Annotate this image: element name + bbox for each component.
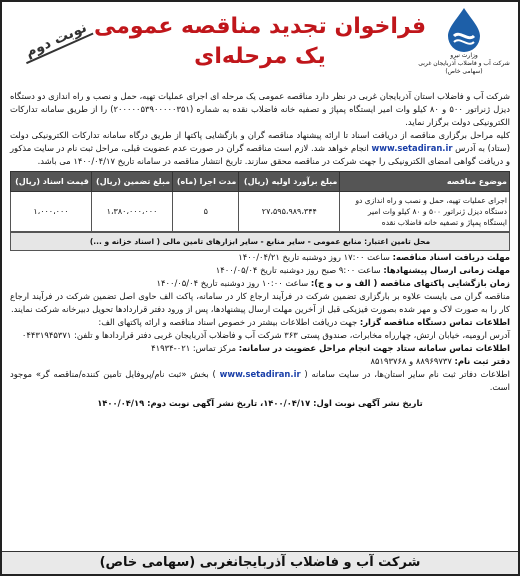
header-doc-price: قیمت اسناد (ریال) [11,172,92,192]
doc-deadline-value: ساعت ۱۷:۰۰ روز دوشنبه تاریخ ۱۴۰۰/۰۴/۲۱ [238,252,390,262]
registry-note-text-2: ) بخش «ثبت نام/پروفایل تامین کننده/مناقصه گر» موجود است. [10,369,510,392]
company-footer: شرکت آب و فاضلاب آذربایجانغربی (سهامی خاص) [2,551,518,574]
registry-note-text-1: اطلاعات دفاتر ثبت نام سایر استان‌ها، در سایت سامانه ( [304,369,510,379]
title-line-2: یک مرحله‌ای [194,44,326,69]
notice-body [2,90,518,410]
header-guarantee: مبلغ تضمین (ریال) [91,172,172,192]
opening-time [10,277,510,290]
cell-estimate: ۲۷،۵۹۵،۹۸۹،۳۴۴ [239,192,340,232]
logo-caption-1: وزارت نیرو [450,52,478,59]
guarantee-note: مناقصه گران می بایست علاوه بر بارگزاری تضمین شرکت در فرآیند ارجاع کار در سامانه، پاکت الف حاوی اصل تضمین شرکت در فرآیند ارجاع کار را به صورت لاک و مهر شده بصورت فیزیکی قبل از آخرین مهلت ارسال پیشنهادها، پس از ورود دفتر قراردادها تحویل دبیرخانه شرکت نمایند. [10,291,510,314]
header-duration: مدت اجرا (ماه) [173,172,239,192]
registry-label: دفتر ثبت نام: [454,356,510,366]
org-contact-label: اطلاعات تماس دستگاه مناقصه گزار: [359,317,510,327]
submit-deadline-value: ساعت ۹:۰۰ صبح روز دوشنبه تاریخ ۱۴۰۰/۰۵/۰۴ [215,265,381,275]
cell-duration: ۵ [173,192,239,232]
registry-note [10,368,510,394]
org-contact-value: جهت دریافت اطلاعات بیشتر در خصوص اسناد مناقصه و ارائه پاکتهای الف: [98,317,358,327]
registry-value: ۸۸۹۶۹۷۳۷ و ۸۵۱۹۳۷۶۸ [370,356,452,366]
round-stamp: نوبت دوم [20,18,94,64]
submit-deadline [10,264,510,277]
intro-paragraph: شرکت آب و فاضلاب استان آذربایجان غربی در نظر دارد مناقصه عمومی یک مرحله ای اجرای عملیات تهیه، حمل و نصب و راه اندازی دو دستگاه دیزل ژنراتور ۵۰۰ و ۸۰ کیلو وات امیر ایستگاه پمپاژ و تصفیه خانه فاضلاب نقده به شماره (۲۰۰۰۰۰۵۳۹۰۰۰۰۰۳۵۱) را از طریق سامانه تدارکات الکترونیکی دولت برگزار نماید. [10,91,510,127]
publish-dates: تاریخ نشر آگهی نوبت اول: ۱۴۰۰/۰۴/۱۷، تاریخ نشر آگهی نوبت دوم: ۱۴۰۰/۰۴/۱۹ [97,398,423,408]
title-line-1: فراخوان تجدید مناقصه عمومی [93,14,427,39]
submit-deadline-label: مهلت زمانی ارسال پیشنهادها: [383,265,510,275]
doc-deadline-label: مهلت دریافت اسناد مناقصه: [392,252,510,262]
process-paragraph [10,129,510,168]
process-text-2: انجام خواهد شد. لازم است مناقصه گران در صورت عدم عضویت قبلی، مراحل ثبت نام در سایت مذکور و دریافت گواهی امضای الکترونیکی را جهت شرکت در مناقصه محقق سازند. تاریخ انتشار مناقصه در سامانه تاریخ ۱۴۰۰/۰۴/۱۷ می باشد. [9,143,510,166]
funding-source: محل تامین اعتبار: منابع عمومی - سایر منابع - سایر ابزارهای تامین مالی ( اسناد خزانه و ...) [10,232,510,251]
setad-contact [10,342,510,355]
tender-table [10,171,510,232]
org-contact [10,316,510,329]
header [2,2,518,90]
setad-contact-label: اطلاعات تماس سامانه ستاد جهت انجام مراحل عضویت در سامانه: [238,343,510,353]
doc-deadline [10,251,510,264]
logo-caption-2: شرکت آب و فاضلاب آذربایجان غربی (سهامی خاص) [418,60,510,75]
header-subject: موضوع مناقصه [340,172,510,192]
cell-doc-price: ۱،۰۰۰،۰۰۰ [11,192,92,232]
process-text-1: کلیه مراحل برگزاری مناقصه از دریافت اسناد تا ارائه پیشنهاد مناقصه گران و بازگشایی پاکتها از طریق درگاه سامانه تدارکات الکترونیکی دولت (ستاد) به آدرس [10,130,510,153]
table-row [11,192,510,232]
header-estimate: مبلغ برآورد اولیه (ریال) [239,172,340,192]
registry-office [10,355,510,368]
cell-guarantee: ۱،۳۸۰،۰۰۰،۰۰۰ [91,192,172,232]
table-header-row [11,172,510,192]
org-address: آدرس ارومیه، خیابان ارتش، چهارراه مخابرات، صندوق پستی ۳۶۳ شرکت آب و فاضلاب آذربایجان غربی دفتر قراردادها و تلفن: ۰۴۴۳۱۹۴۵۳۷۱ [21,330,510,340]
setad-website-link-2[interactable]: www.setadiran.ir [219,369,301,379]
cell-subject: اجرای عملیات تهیه، حمل و نصب و راه اندازی دو دستگاه دیزل ژنراتور ۵۰۰ و ۸۰ کیلو وات امیر ایستگاه پمپاژ و تصفیه خانه فاضلاب نقده [340,192,510,232]
setad-website-link[interactable]: www.setadiran.ir [371,143,453,153]
opening-time-label: زمان بازگشایی پاکتهای مناقصه ( الف و ب و ج): [310,278,510,288]
setad-contact-value: مرکز تماس: ۰۲۱-۴۱۹۳۴ [151,343,237,353]
opening-time-value: ساعت ۱۰:۰۰ روز دوشنبه تاریخ ۱۴۰۰/۰۵/۰۴ [156,278,309,288]
